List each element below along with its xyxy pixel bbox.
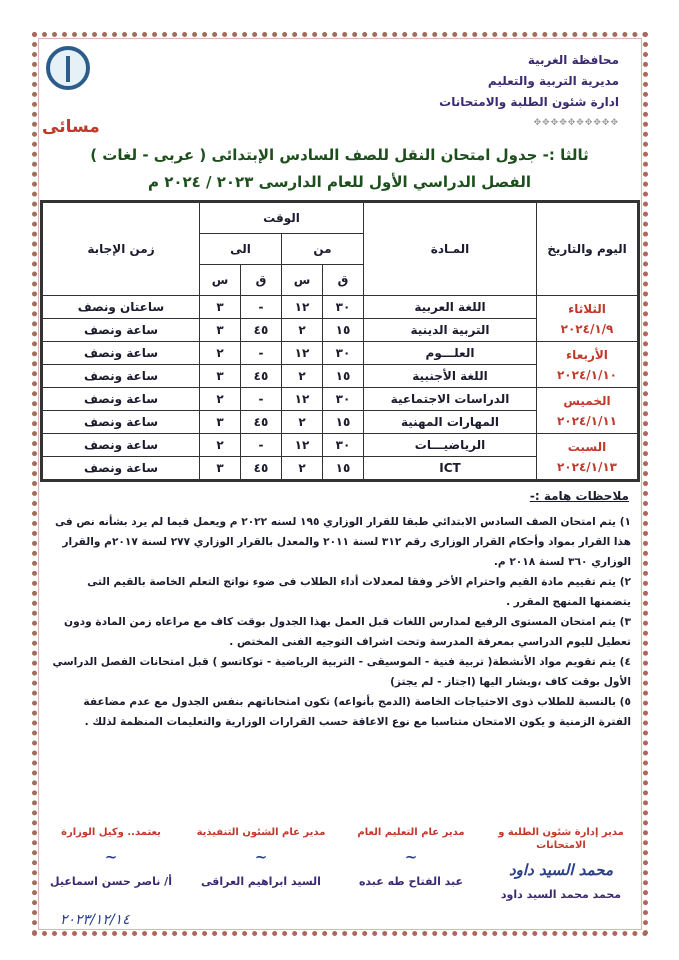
- subject-cell: ICT: [364, 457, 537, 481]
- day-name: السبت: [567, 439, 607, 454]
- shift-label: مسائى: [42, 117, 100, 137]
- header-to-minute: ق: [241, 265, 282, 296]
- from-q-cell: ٣٠: [323, 342, 364, 365]
- to-s-cell: ٢: [200, 388, 241, 411]
- header-subject: المـادة: [364, 202, 537, 296]
- exam-schedule-table: [40, 200, 640, 482]
- day-name: الخميس: [563, 393, 611, 408]
- duration-cell: ساعة ونصف: [42, 319, 200, 342]
- to-s-cell: ٣: [200, 319, 241, 342]
- exam-date: ٢٠٢٤/١/١٣: [556, 459, 618, 474]
- signature-role: مدير عام التعليم العام: [357, 827, 465, 838]
- to-s-cell: ٢: [200, 342, 241, 365]
- table-row: [42, 388, 639, 411]
- organization-header: [439, 50, 619, 134]
- to-q-cell: -: [241, 434, 282, 457]
- table-row: [42, 296, 639, 319]
- important-notes: [44, 486, 637, 732]
- signature-role: مدير إدارة شئون الطلبة و الامتحانات: [498, 827, 624, 851]
- note-item: ٤) يتم تقويم مواد الأنشطة( تربية فنية - الموسيقى - التربية الرياضية - توكاتسو ) قبل امتحانات الفصل الدراسي الأول بوقت كاف ،ويشار اليها (اجتاز - لم يجتز): [52, 656, 631, 688]
- handwritten-signature: ~: [104, 848, 118, 866]
- to-q-cell: -: [241, 342, 282, 365]
- subject-cell: اللغة الأجنبية: [364, 365, 537, 388]
- note-item: ٢) يتم تقييم مادة القيم واحترام الأخر وفقا لمعدلات أداء الطلاب فى ضوء نواتج التعلم الخاصة بالقيم التى يتضمنها المنهج المقرر .: [87, 576, 631, 608]
- department-name: ادارة شئون الطلبة والامتحانات: [439, 95, 619, 109]
- duration-cell: ساعتان ونصف: [42, 296, 200, 319]
- subject-cell: اللغة العربية: [364, 296, 537, 319]
- signature-block: [337, 826, 485, 888]
- from-s-cell: ١٢: [282, 388, 323, 411]
- from-q-cell: ٣٠: [323, 388, 364, 411]
- governorate-name: محافظة الغربية: [527, 53, 619, 67]
- duration-cell: ساعة ونصف: [42, 342, 200, 365]
- to-s-cell: ٣: [200, 365, 241, 388]
- day-name: الأربعاء: [566, 347, 608, 362]
- governorate-logo-icon: [46, 46, 90, 90]
- note-item: ٣) يتم امتحان المستوى الرفيع لمدارس اللغات قبل العمل بهذا الجدول بوقت كاف مع مراعاه زمن المادة ودون تعطيل لليوم الدراسي بمعرفة المدرسة وتحت اشراف التوجيه الفنى المختص .: [64, 616, 631, 648]
- header-time: الوقت: [200, 202, 364, 234]
- from-q-cell: ٣٠: [323, 434, 364, 457]
- from-s-cell: ١٢: [282, 434, 323, 457]
- from-s-cell: ٢: [282, 365, 323, 388]
- directorate-name: مديرية التربية والتعليم: [487, 74, 619, 88]
- note-item: ١) يتم امتحان الصف السادس الابتدائي طبقا للقرار الوزاري ١٩٥ لسنه ٢٠٢٢ م ويعمل فيما لم يرد بشأنه نص فى هذا القرار بمواد وأحكام القرار الوزارى رقم ٣١٢ لسنة ٢٠١١ والمعدل بالقرار الوزاري ٢٧٧ لسنة ٢٠١٧م والقرار الوزاري ٣٦٠ لسنة ٢٠١٨ م.: [55, 516, 631, 568]
- header-to: الى: [200, 234, 282, 265]
- handwritten-signature: محمد السيد داود: [509, 861, 613, 879]
- note-item: ٥) بالنسبة للطلاب ذوى الاحتياجات الخاصة (الدمج بأنواعه) تكون امتحاناتهم بنفس الجدول مع عدم مضاعفة الفترة الزمنية و يكون الامتحان متناسبا مع نوع الاعاقة حسب القرارات الوزارية والتعليمات المنظمة لذلك .: [83, 696, 631, 728]
- ornament-divider: ✥✥✥✥✥✥✥✥✥✥: [533, 118, 619, 128]
- duration-cell: ساعة ونصف: [42, 457, 200, 481]
- handwritten-date: ٢٠٢٣/١٢/١٤: [60, 912, 130, 928]
- header-from: من: [282, 234, 364, 265]
- day-date-cell: [537, 296, 639, 342]
- to-s-cell: ٣: [200, 457, 241, 481]
- subject-cell: العلـــوم: [364, 342, 537, 365]
- to-s-cell: ٢: [200, 434, 241, 457]
- handwritten-signature: ~: [254, 848, 268, 866]
- page-subtitle: الفصل الدراسي الأول للعام الدارسى ٢٠٢٣ / ٢٠٢٤ م: [147, 173, 532, 191]
- signature-role: يعتمد.. وكيل الوزارة: [61, 827, 161, 838]
- signatory-name: أ/ ناصر حسن اسماعيل: [50, 875, 172, 888]
- inner-border: [38, 38, 642, 930]
- day-date-cell: [537, 434, 639, 481]
- from-s-cell: ١٢: [282, 342, 323, 365]
- to-q-cell: -: [241, 388, 282, 411]
- table-row: [42, 342, 639, 365]
- from-q-cell: ١٥: [323, 319, 364, 342]
- signature-block: [487, 826, 635, 901]
- duration-cell: ساعة ونصف: [42, 434, 200, 457]
- page-title: ثالثا :- جدول امتحان النقل للصف السادس الإبتدائى ( عربى - لغات ): [90, 146, 589, 164]
- from-q-cell: ١٥: [323, 411, 364, 434]
- day-date-cell: [537, 342, 639, 388]
- from-s-cell: ٢: [282, 319, 323, 342]
- to-s-cell: ٣: [200, 296, 241, 319]
- duration-cell: ساعة ونصف: [42, 411, 200, 434]
- table-row: [42, 434, 639, 457]
- subject-cell: الرياضيـــات: [364, 434, 537, 457]
- day-date-cell: [537, 388, 639, 434]
- signature-role: مدير عام الشئون التنفيذية: [196, 827, 326, 838]
- to-q-cell: ٤٥: [241, 319, 282, 342]
- subject-cell: الدراسات الاجتماعية: [364, 388, 537, 411]
- header-from-hour: س: [282, 265, 323, 296]
- to-q-cell: ٤٥: [241, 365, 282, 388]
- exam-date: ٢٠٢٤/١/١٠: [556, 367, 618, 382]
- header-day: اليوم والتاريخ: [537, 202, 639, 296]
- duration-cell: ساعة ونصف: [42, 388, 200, 411]
- signature-block: [187, 826, 335, 888]
- header-duration: زمن الإجابة: [42, 202, 200, 296]
- signatory-name: عبد الفتاح طه عبده: [358, 875, 464, 888]
- from-s-cell: ٢: [282, 457, 323, 481]
- exam-date: ٢٠٢٤/١/٩: [560, 321, 614, 336]
- to-q-cell: -: [241, 296, 282, 319]
- subject-cell: المهارات المهنية: [364, 411, 537, 434]
- duration-cell: ساعة ونصف: [42, 365, 200, 388]
- handwritten-signature: ~: [404, 848, 418, 866]
- to-q-cell: ٤٥: [241, 457, 282, 481]
- day-name: الثلاثاء: [568, 301, 606, 316]
- from-q-cell: ٣٠: [323, 296, 364, 319]
- from-s-cell: ٢: [282, 411, 323, 434]
- exam-date: ٢٠٢٤/١/١١: [556, 413, 618, 428]
- header-from-minute: ق: [323, 265, 364, 296]
- signatory-name: محمد محمد السيد داود: [500, 888, 622, 901]
- signature-block: [37, 826, 185, 888]
- notes-title: ملاحظات هامة :-: [529, 489, 629, 503]
- subject-cell: التربية الدينية: [364, 319, 537, 342]
- to-q-cell: ٤٥: [241, 411, 282, 434]
- signatory-name: السيد ابراهيم العراقى: [201, 875, 321, 888]
- header-to-hour: س: [200, 265, 241, 296]
- to-s-cell: ٣: [200, 411, 241, 434]
- from-s-cell: ١٢: [282, 296, 323, 319]
- from-q-cell: ١٥: [323, 365, 364, 388]
- from-q-cell: ١٥: [323, 457, 364, 481]
